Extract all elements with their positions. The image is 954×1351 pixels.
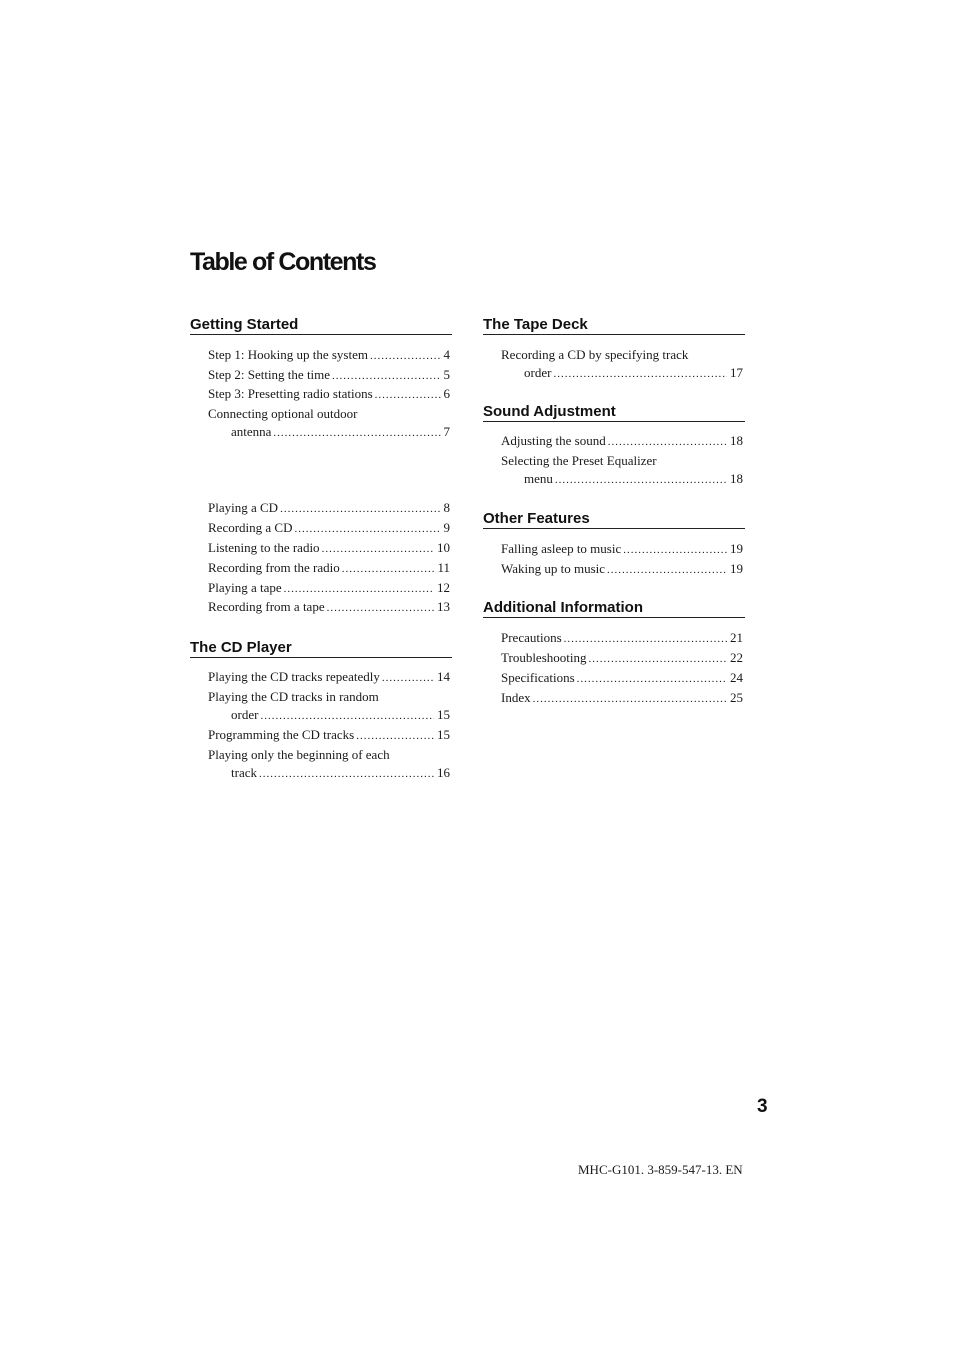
- toc-entry-text: Recording a CD: [208, 520, 293, 535]
- toc-page-number: 17: [730, 364, 743, 380]
- dot-leader: [382, 670, 434, 688]
- toc-page-number: 18: [730, 433, 743, 448]
- toc-entry-text-continued: antenna: [231, 423, 272, 439]
- toc-entry-text-continued: track: [231, 764, 257, 780]
- toc-entry-text-continued: order: [231, 706, 259, 722]
- toc-entry[interactable]: [208, 539, 450, 559]
- dot-leader: [327, 600, 434, 618]
- section-heading-tape-deck: The Tape Deck: [483, 316, 745, 335]
- toc-page-number: 11: [437, 560, 450, 575]
- dot-leader: [577, 671, 727, 689]
- toc-page-number: 16: [437, 764, 450, 780]
- toc-entry[interactable]: [208, 405, 450, 442]
- dot-leader: [322, 541, 434, 559]
- dot-leader: [370, 348, 441, 366]
- dot-leader: [259, 766, 434, 784]
- toc-entry-text: Playing a CD: [208, 500, 279, 515]
- document-code-footer: MHC-G101. 3-859-547-13. EN: [578, 1162, 743, 1177]
- section-heading-getting-started: Getting Started: [190, 316, 452, 335]
- toc-page-number: 8: [443, 500, 450, 515]
- dot-leader: [555, 472, 727, 490]
- page-number: 3: [757, 1096, 768, 1117]
- dot-leader: [294, 521, 440, 539]
- toc-page-number: 19: [730, 541, 743, 556]
- toc-entry-text: Step 3: Presetting radio stations: [208, 386, 373, 401]
- dot-leader: [284, 581, 434, 599]
- toc-page-number: 19: [730, 561, 743, 576]
- toc-entry-text: Step 1: Hooking up the system: [208, 347, 368, 362]
- page-title: Table of Contents: [190, 248, 376, 276]
- toc-page-number: 13: [437, 599, 450, 614]
- toc-entry-text-continued: menu: [524, 470, 553, 486]
- section-heading-cd-player: The CD Player: [190, 639, 452, 658]
- dot-leader: [607, 562, 727, 580]
- dot-leader: [588, 651, 727, 669]
- toc-entry-text: Playing the CD tracks repeatedly: [208, 669, 380, 684]
- toc-page-number: 24: [730, 670, 743, 685]
- dot-leader: [533, 691, 727, 709]
- toc-page-number: 22: [730, 650, 743, 665]
- dot-leader: [332, 368, 440, 386]
- toc-entry-text: Programming the CD tracks: [208, 727, 355, 742]
- dot-leader: [280, 501, 440, 519]
- toc-page-number: 14: [437, 669, 450, 684]
- toc-entry[interactable]: [208, 579, 450, 599]
- toc-entry[interactable]: [208, 519, 450, 539]
- toc-entry[interactable]: [208, 366, 450, 386]
- toc-page-number: 7: [443, 423, 450, 439]
- toc-page-number: 5: [443, 367, 450, 382]
- toc-entry-text: Precautions: [501, 630, 562, 645]
- toc-entry[interactable]: [208, 559, 450, 579]
- toc-page-number: 4: [443, 347, 450, 362]
- toc-entry[interactable]: [208, 668, 450, 688]
- toc-entry-text: Recording from a tape: [208, 599, 325, 614]
- toc-page-number: 10: [437, 540, 450, 555]
- toc-entry-text: Waking up to music: [501, 561, 606, 576]
- toc-entry-text-continued: order: [524, 364, 552, 380]
- toc-entry-text: Specifications: [501, 670, 575, 685]
- toc-entry-text: Recording from the radio: [208, 560, 340, 575]
- toc-entry[interactable]: [501, 346, 743, 383]
- toc-page-number: 9: [443, 520, 450, 535]
- dot-leader: [608, 434, 727, 452]
- section-heading-additional-information: Additional Information: [483, 599, 745, 618]
- toc-page-number: 6: [443, 386, 450, 401]
- toc-entry-text: Recording a CD by specifying track: [501, 347, 689, 362]
- toc-entry[interactable]: [501, 452, 743, 489]
- dot-leader: [273, 425, 440, 443]
- toc-entry-text: Falling asleep to music: [501, 541, 622, 556]
- toc-entry[interactable]: [501, 560, 743, 580]
- toc-entry-text: Step 2: Setting the time: [208, 367, 331, 382]
- dot-leader: [356, 728, 434, 746]
- toc-page-number: 15: [437, 727, 450, 742]
- toc-page-number: 15: [437, 706, 450, 722]
- toc-entry-text: Playing a tape: [208, 580, 282, 595]
- toc-page-number: 18: [730, 470, 743, 486]
- toc-entry[interactable]: [208, 746, 450, 783]
- dot-leader: [564, 631, 727, 649]
- toc-entry-text: Playing the CD tracks in random: [208, 689, 379, 704]
- toc-page-number: 12: [437, 580, 450, 595]
- toc-page-number: 21: [730, 630, 743, 645]
- dot-leader: [342, 561, 435, 579]
- toc-entry-text: Index: [501, 690, 531, 705]
- toc-entry[interactable]: [501, 669, 743, 689]
- toc-entry[interactable]: [501, 540, 743, 560]
- section-heading-sound-adjustment: Sound Adjustment: [483, 403, 745, 422]
- toc-entry-text: Playing only the beginning of each: [208, 747, 390, 762]
- toc-entry-text: Troubleshooting: [501, 650, 587, 665]
- toc-page-number: 25: [730, 690, 743, 705]
- toc-entry-text: Listening to the radio: [208, 540, 320, 555]
- toc-entry[interactable]: [208, 499, 450, 519]
- toc-entry[interactable]: [208, 346, 450, 366]
- dot-leader: [623, 542, 727, 560]
- toc-entry[interactable]: [501, 629, 743, 649]
- dot-leader: [553, 366, 727, 384]
- toc-entry[interactable]: [208, 385, 450, 405]
- toc-entry[interactable]: [208, 598, 450, 618]
- toc-entry-text: Selecting the Preset Equalizer: [501, 453, 657, 468]
- toc-entry[interactable]: [501, 649, 743, 669]
- dot-leader: [375, 387, 441, 405]
- toc-entry-text: Adjusting the sound: [501, 433, 606, 448]
- toc-entry-text: Connecting optional outdoor: [208, 406, 358, 421]
- toc-entry[interactable]: [208, 688, 450, 725]
- toc-entry[interactable]: [501, 689, 743, 709]
- toc-entry[interactable]: [501, 432, 743, 452]
- dot-leader: [260, 708, 434, 726]
- section-heading-other-features: Other Features: [483, 510, 745, 529]
- toc-entry[interactable]: [208, 726, 450, 746]
